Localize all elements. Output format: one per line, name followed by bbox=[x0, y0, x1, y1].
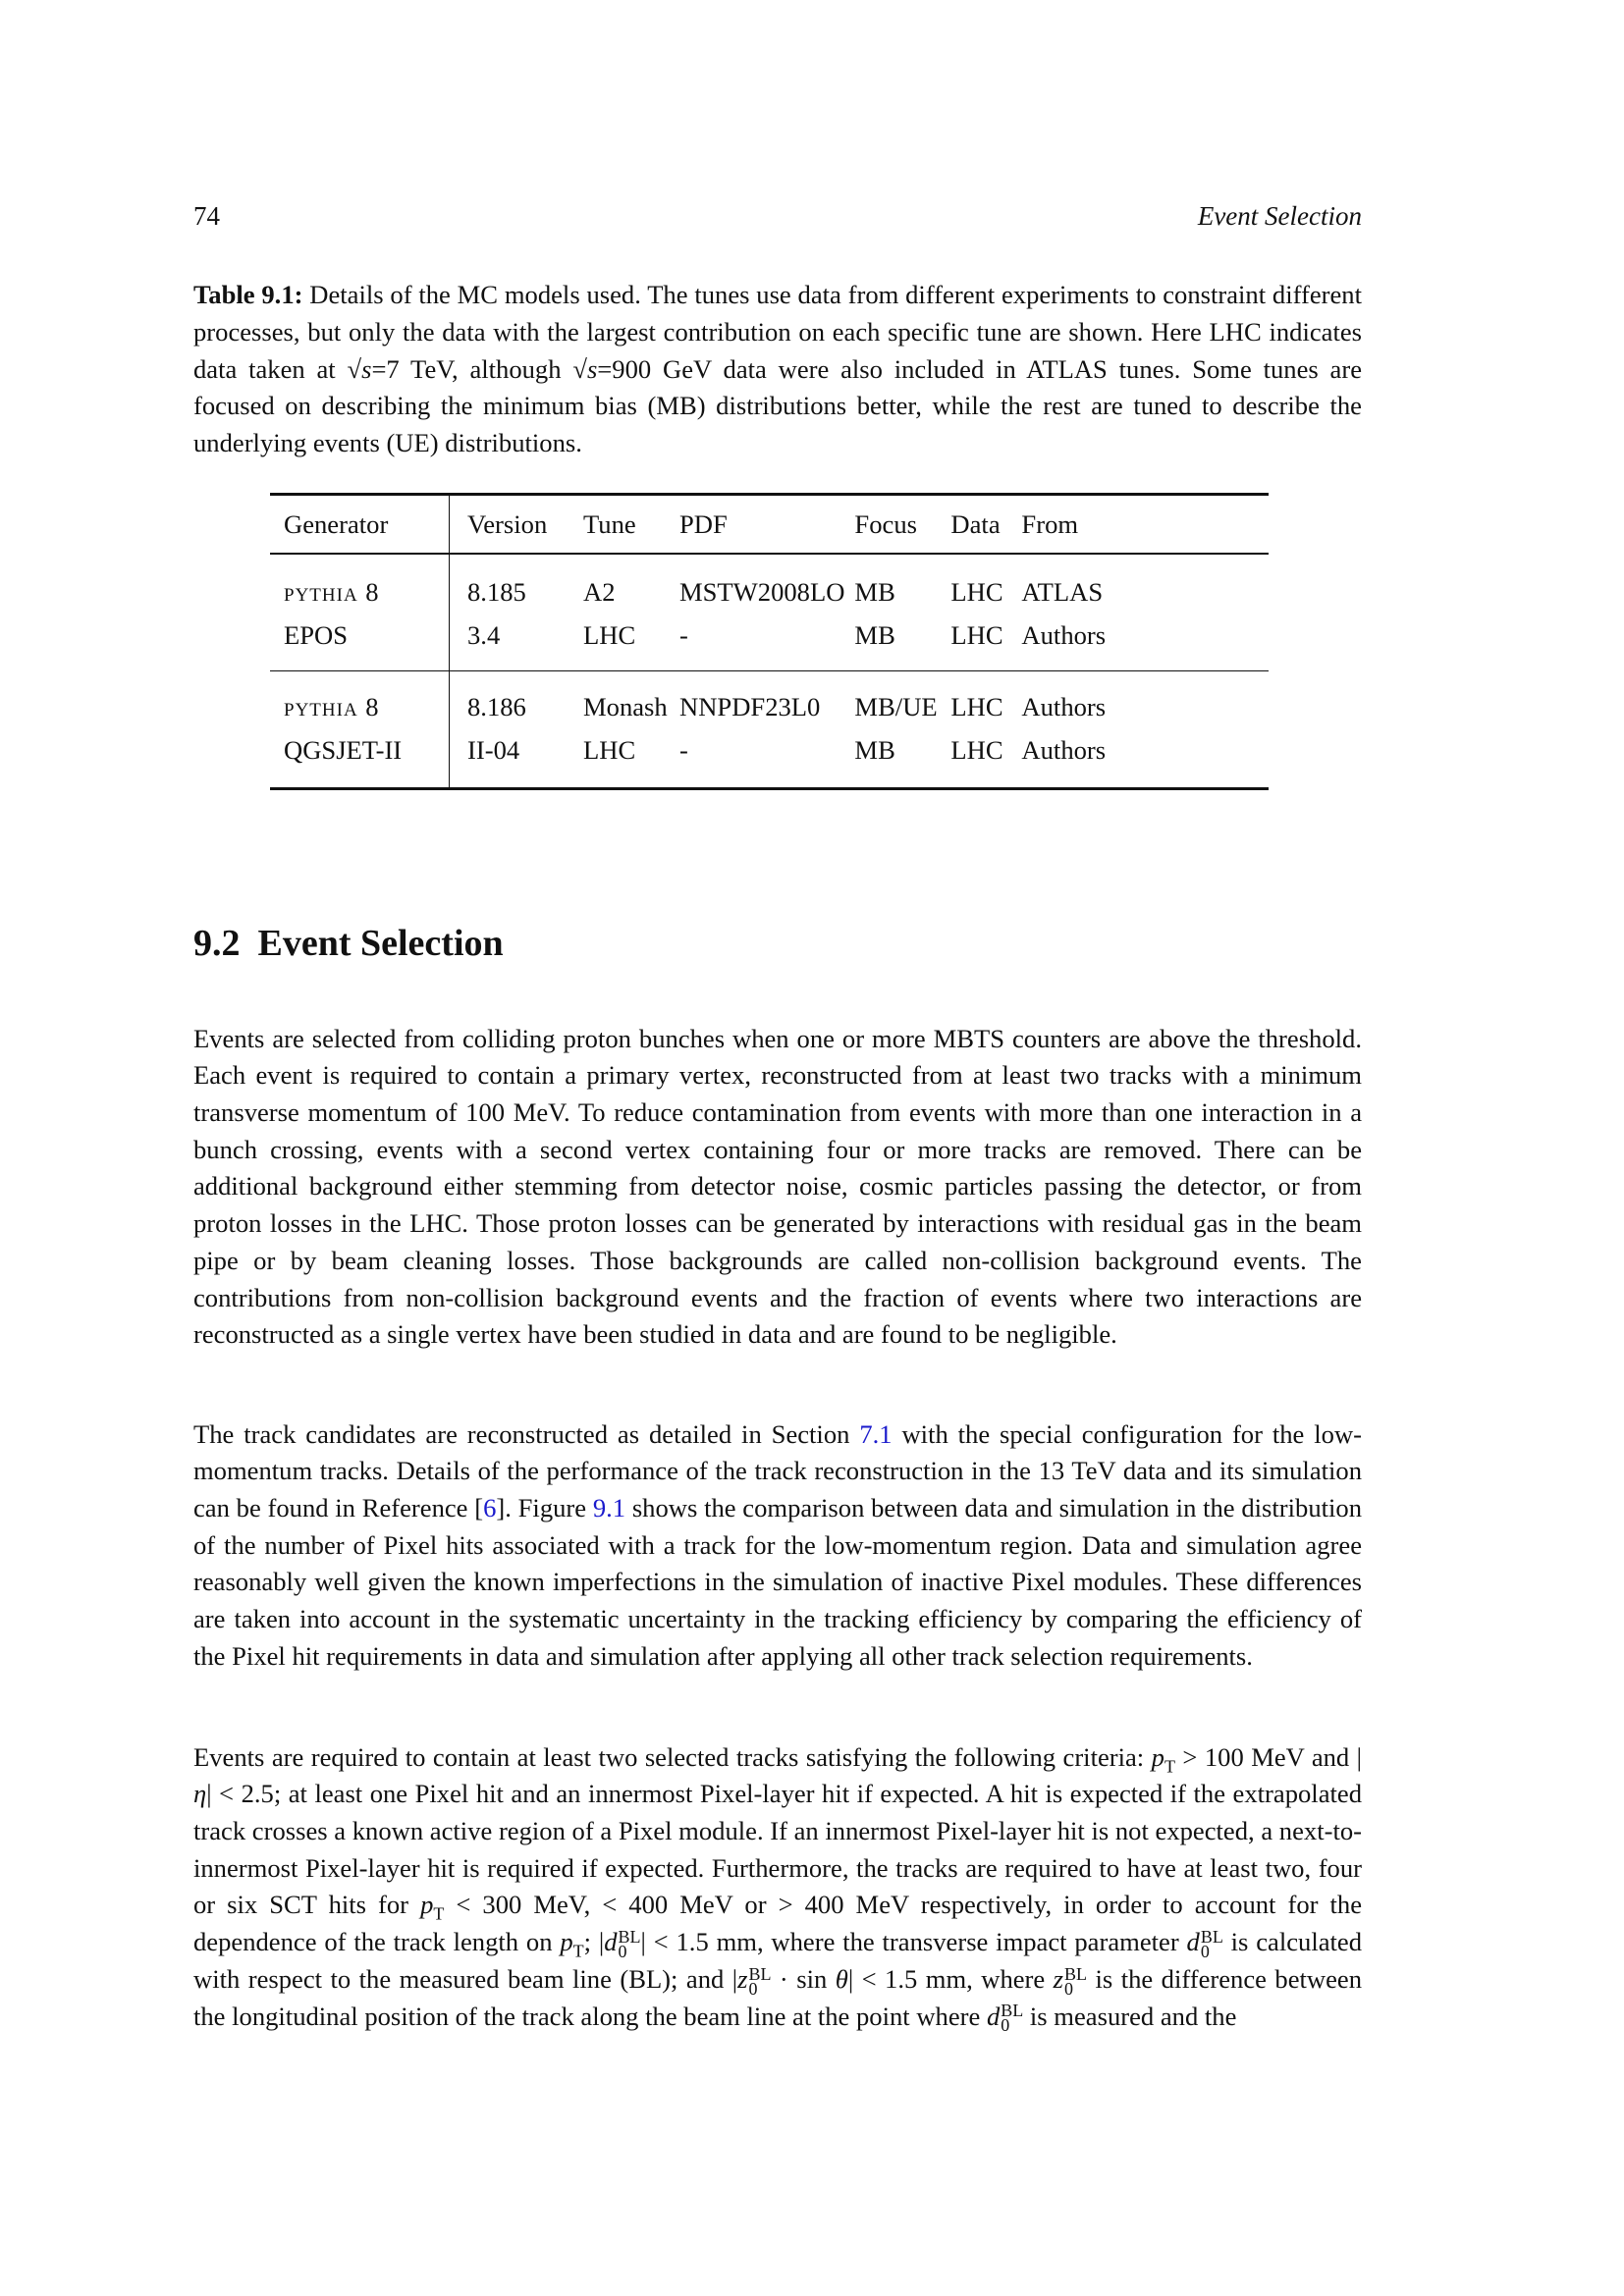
math-theta: θ bbox=[835, 1963, 848, 1994]
text: ]. Figure bbox=[496, 1493, 593, 1522]
cell-pdf: - bbox=[679, 735, 688, 765]
link-reference-6[interactable]: 6 bbox=[483, 1493, 497, 1522]
math-d0-bl: d BL 0 bbox=[604, 1927, 641, 1961]
cell-data: LHC bbox=[950, 735, 1003, 765]
cell-data: LHC bbox=[950, 577, 1003, 607]
cell-tune: Monash bbox=[583, 692, 668, 721]
cell-from: Authors bbox=[1021, 735, 1107, 765]
cell-from: Authors bbox=[1021, 620, 1107, 650]
running-title: Event Selection bbox=[1197, 201, 1362, 231]
col-header-pdf: PDF bbox=[679, 495, 854, 555]
cell-from: ATLAS bbox=[1021, 577, 1104, 607]
link-section-7-1[interactable]: 7.1 bbox=[859, 1418, 893, 1449]
mc-models-table bbox=[270, 493, 1269, 790]
caption-text: Details of the MC models used. The tunes use data from different experiments to constraint different processes, but only the data with the largest contribution on each specific tune are shown. Here LHC indicates data taken at bbox=[193, 280, 1362, 384]
cell-from: Authors bbox=[1021, 692, 1107, 721]
math-eta: η bbox=[193, 1779, 207, 1809]
paragraph-event-selection: Events are selected from colliding proton bunches when one or more MBTS counters are above the threshold. Each event is required to contain a primary vertex, reconstructed from at least two tracks with a minimum transverse momentum of 100 MeV. To reduce contamination from events with more than one interaction in a bunch crossing, events with a second vertex containing four or more tracks are removed. There can be additional background either stemming from detector noise, cosmic particles passing the detector, or from proton losses in the LHC. Those proton losses can be generated by interactions with residual gas in the beam pipe or by beam cleaning losses. Those backgrounds are called non-collision background events. The contributions from non-collision background events and the fraction of events where two interactions are reconstructed as a single vertex have been studied in data and are found to be negligible. bbox=[193, 1023, 1362, 1350]
cell-pdf: NNPDF23L0 bbox=[679, 692, 821, 721]
cell-data: LHC bbox=[950, 692, 1003, 721]
math-d0-bl: d BL 0 bbox=[1186, 1927, 1223, 1961]
paragraph-track-criteria bbox=[193, 1739, 1362, 2036]
col-header-data: Data bbox=[950, 495, 1021, 555]
cell-version: 8.186 bbox=[467, 692, 526, 721]
text: | < 2.5; at least one Pixel hit and an innermost Pixel-layer hit if expected. A hit is expected if the extrapolated track crosses a known active region of a Pixel module. If an innermost Pixel-layer hit is not expected, a next-to-innermost Pixel-layer hit is required if expected. Furthermore, the tracks are required to have at least two, four or six SCT hits for bbox=[193, 1779, 1362, 1920]
text: is measured and the bbox=[1023, 2001, 1237, 2031]
caption-label: Table 9.1: bbox=[193, 280, 303, 309]
cell-generator: pythia 8 bbox=[270, 554, 450, 614]
text: ; | bbox=[583, 1927, 605, 1957]
cell-generator: pythia 8 bbox=[270, 671, 450, 729]
cell-generator: QGSJET-II bbox=[270, 728, 450, 789]
caption-text: =7 TeV, although bbox=[371, 353, 573, 384]
section-number: 9.2 bbox=[193, 922, 241, 964]
cell-focus: MB bbox=[854, 735, 895, 765]
col-header-focus: Focus bbox=[854, 495, 950, 555]
section-heading bbox=[193, 921, 504, 966]
table-row bbox=[270, 671, 1269, 729]
paragraph-track-candidates bbox=[193, 1416, 1362, 1676]
text: is the difference between the longitudinal position of the track along the beam line at the point where bbox=[193, 1963, 1362, 2031]
cell-version: 8.185 bbox=[467, 577, 526, 607]
link-figure-9-1[interactable]: 9.1 bbox=[592, 1493, 626, 1522]
math-d0-bl: d BL 0 bbox=[986, 2001, 1024, 2036]
math-z0-bl: z BL 0 bbox=[737, 1963, 772, 1999]
cell-data: LHC bbox=[950, 620, 1003, 650]
cell-pdf: MSTW2008LO bbox=[679, 577, 845, 607]
cell-tune: A2 bbox=[583, 577, 616, 607]
text: The track candidates are reconstructed as detailed in Section bbox=[193, 1418, 860, 1449]
math-pt: $p_T$ bbox=[420, 1890, 445, 1924]
table-row bbox=[270, 728, 1269, 789]
text: Events are required to contain at least two selected tracks satisfying the following criteria: bbox=[193, 1741, 1152, 1772]
cell-version: II-04 bbox=[467, 735, 520, 765]
section-title: Event Selection bbox=[257, 922, 504, 964]
text: with the special configuration for the low-momentum tracks. Details of the performance of the track reconstruction in the 13 TeV data and its simulation can be found in Reference [ bbox=[193, 1418, 1363, 1522]
math-pt: $p_T$ bbox=[560, 1927, 584, 1961]
table-row bbox=[270, 554, 1269, 614]
col-header-from: From bbox=[1021, 495, 1269, 555]
cell-generator: EPOS bbox=[270, 614, 450, 671]
cell-focus: MB/UE bbox=[854, 692, 938, 721]
table-row bbox=[270, 614, 1269, 671]
table-caption bbox=[193, 277, 1362, 462]
text: | < 1.5 mm, where the transverse impact parameter bbox=[640, 1927, 1187, 1957]
math-sqrt-s: √s bbox=[572, 353, 598, 384]
cell-version: 3.4 bbox=[467, 620, 501, 650]
math-pt: $p_T$ bbox=[1151, 1741, 1175, 1776]
math-sqrt-s: √s bbox=[347, 353, 372, 384]
col-header-tune: Tune bbox=[583, 495, 679, 555]
cell-tune: LHC bbox=[583, 620, 636, 650]
col-header-generator: Generator bbox=[270, 495, 450, 555]
text: · sin bbox=[771, 1963, 836, 1994]
cell-pdf: - bbox=[679, 620, 688, 650]
text: is calculated with respect to the measured beam line (BL); and | bbox=[193, 1927, 1363, 1994]
text: < 300 MeV, < 400 MeV or > 400 MeV respectively, in order to account for the dependence of the track length on bbox=[193, 1890, 1363, 1957]
table-header-row bbox=[270, 495, 1269, 555]
col-header-version: Version bbox=[450, 495, 584, 555]
cell-focus: MB bbox=[854, 620, 895, 650]
text: | < 1.5 mm, where bbox=[847, 1963, 1054, 1994]
cell-tune: LHC bbox=[583, 735, 636, 765]
cell-focus: MB bbox=[854, 577, 895, 607]
caption-text: =900 GeV data were also included in ATLAS tunes. Some tunes are focused on describing the minimum bias (MB) distributions better, while the rest are tuned to describe the underlying events (UE) distributions. bbox=[193, 353, 1362, 458]
math-z0-bl: z BL 0 bbox=[1053, 1963, 1088, 1999]
text: shows the comparison between data and simulation in the distribution of the number of Pixel hits associated with a track for the low-momentum region. Data and simulation agree reasonably well given the known imperfections in the simulation of inactive Pixel modules. These differences are taken into account in the systematic uncertainty in the tracking efficiency by comparing the efficiency of the Pixel hit requirements in data and simulation after applying all other track selection requirements. bbox=[193, 1493, 1362, 1671]
text: > 100 MeV and | bbox=[1174, 1741, 1362, 1772]
page-number: 74 bbox=[193, 201, 220, 231]
